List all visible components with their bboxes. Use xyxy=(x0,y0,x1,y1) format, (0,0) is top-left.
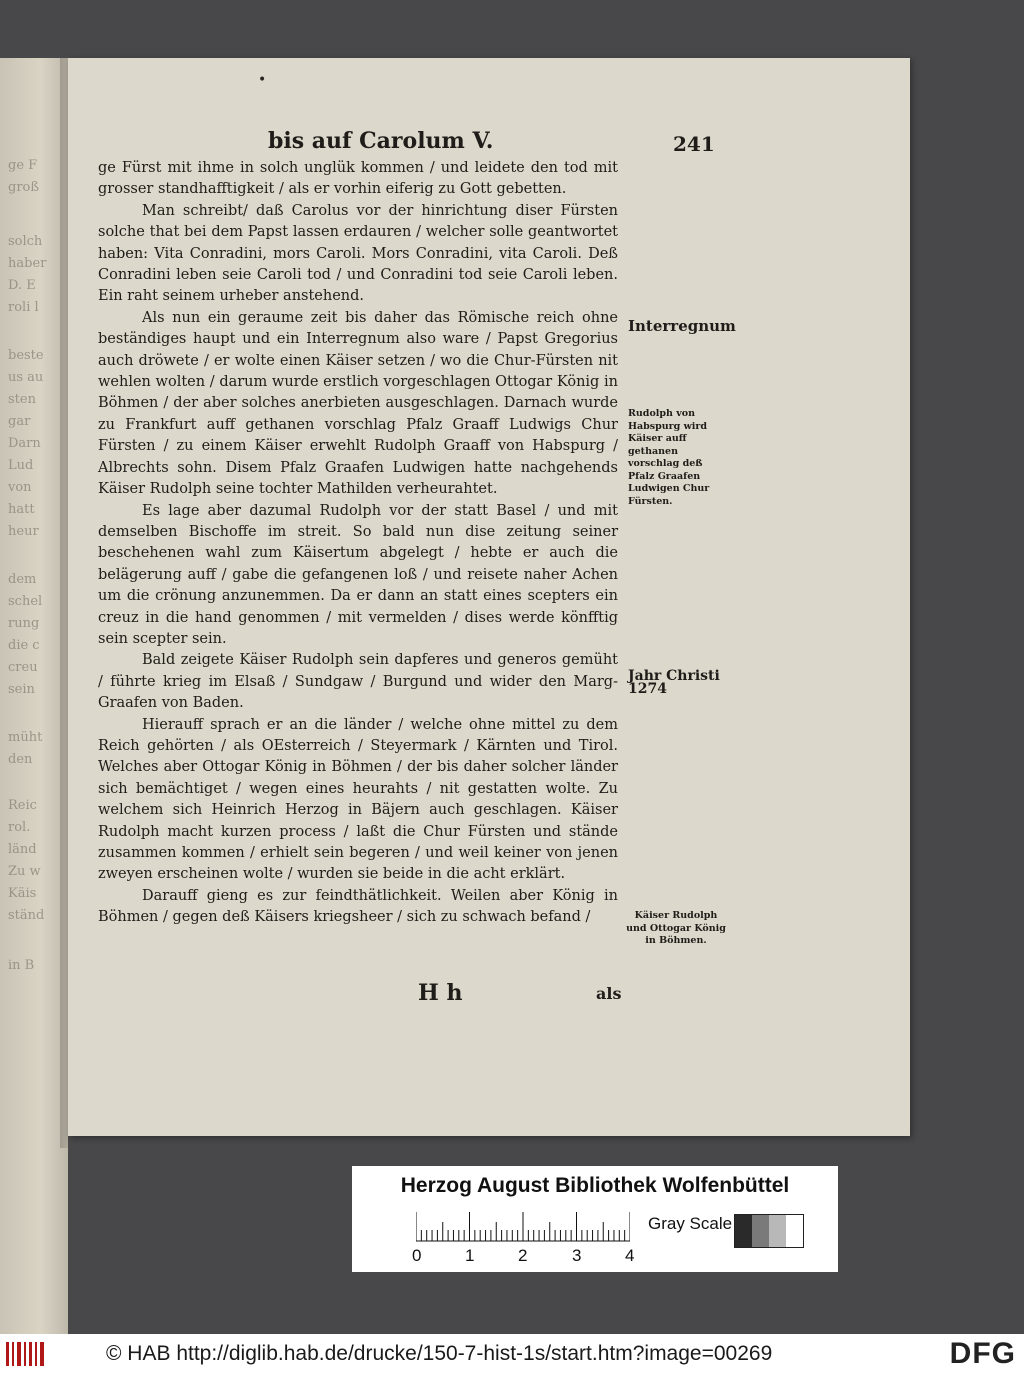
hab-logo-icon xyxy=(6,1340,46,1368)
footer-bar xyxy=(0,1334,1024,1373)
paragraph: Man schreibt/ daß Carolus vor der hinrichtung diser Fürsten solche that bei dem Papst lassen erdauren / welcher solle geantwortet haben: Vita Conradini, mors Caroli. Mors Conradini, vita Caroli. Deß Conradini leben seie Caroli tod / und Conradini tod seie Caroli leben. Ein raht seinem urheber anstehend. xyxy=(98,202,618,305)
book-page xyxy=(68,58,910,1136)
main-text xyxy=(98,158,618,929)
ruler-labels xyxy=(408,1246,648,1268)
source-url[interactable]: © HAB http://diglib.hab.de/drucke/150-7-hist-1s/start.htm?image=00269 xyxy=(106,1342,773,1365)
calibration-card xyxy=(352,1166,838,1272)
margin-note: Interregnum xyxy=(628,317,736,335)
running-header: bis auf Carolum V. xyxy=(268,128,494,154)
paragraph: Bald zeigete Käiser Rudolph sein dapferes und generos gemüht / führte krieg im Elsaß / Sundgaw / Burgund und wider den Marg-Graafen von Baden. xyxy=(98,652,618,712)
dfg-logo: DFG xyxy=(949,1337,1016,1370)
paragraph: Hierauff sprach er an die länder / welche ohne mittel zu dem Reich gehörten / als OEsterreich / Steyermark / Kärnten und Tirol. Welches aber Ottogar König in Böhmen / der bis daher solcher länder sich bemächtiget / wegen eines heurahts / nit gestatten wolte. Zu welchem sich Heinrich Herzog in Bäjern auch geschlagen. Käiser Rudolph macht kurzen process / laßt die Chur Fürsten und stände zusammen kommen / erhielt sein begeren / und weil keiner von jenen zweyen erscheinen wolte / wurden sie beide in die acht erklärt. xyxy=(98,716,618,883)
gray-scale-swatch xyxy=(734,1214,804,1248)
ruler-label: 4 xyxy=(625,1246,635,1265)
paragraph: ge Fürst mit ihme in solch unglük kommen / und leidete den tod mit grosser standhafftigkeit / als er vorhin eiferig zu Gott gebetten. xyxy=(98,160,618,198)
ruler-label: 1 xyxy=(465,1246,475,1265)
signature-mark: H h xyxy=(418,980,463,1006)
previous-page-edge: ge F groß solch haber D. E roli l beste us au sten gar Darn Lud von hatt heur dem schel rung die c creu sein müht den Reic rol. länd Zu w Käis ständ in B xyxy=(0,58,68,1358)
gray-scale-label: Gray Scale xyxy=(648,1214,733,1233)
ruler-icon xyxy=(416,1212,630,1242)
page-mark: • xyxy=(258,72,267,88)
catchword: als xyxy=(596,984,622,1003)
paragraph: Als nun ein geraume zeit bis daher das Römische reich ohne beständiges haupt und ein Interregnum also ware / Papst Gregorius auch dröwete / er wolte einen Käiser setzen / wo die Chur-Fürsten nit wehlen wolten / darum wurde erstlich vorgeschlagen Ottogar König in Böhmen / der aber solches anerbieten ausgeschlagen. Darnach wurde zu Frankfurt auff gethanen vorschlag Pfalz Graaff Ludwigs Chur Fürsten / zu einem Käiser erwehlt Rudolph Graaff von Habspurg / Albrechts sohn. Disem Pfalz Graafen Ludwigen hatte nachgehends Käiser Rudolph seine tochter Mathilden verheurahtet. xyxy=(98,309,618,498)
library-name: Herzog August Bibliothek Wolfenbüttel xyxy=(400,1174,790,1197)
paragraph: Darauff gieng es zur feindthätlichkeit. Weilen aber König in Böhmen / gegen deß Käisers kriegsheer / sich zu schwach befand / xyxy=(98,887,618,926)
ruler-label: 2 xyxy=(518,1246,528,1265)
margin-note: Rudolph von Habspurg wird Käiser auff gethanen vorschlag deß Pfalz Graafen Ludwigen Chur Fürsten. xyxy=(628,408,710,507)
paragraph: Es lage aber dazumal Rudolph vor der statt Basel / und mit demselben Bischoffe im streit. So bald nun dise zeitung seiner beschehenen wahl zum Käisertum abgelegt / hebte er auch die belägerung auff / gabe die gefangenen loß / und reisete naher Achen um die crönung anzunemmen. Da er dann an statt eines scepters ein creuz in die hand genommen / mit vermelden / dises werde könfftig sein scepter sein. xyxy=(98,502,618,647)
margin-note: Jahr Christi 1274 xyxy=(628,668,720,697)
ruler-label: 3 xyxy=(572,1246,582,1265)
margin-note: Käiser Rudolph und Ottogar König in Böhmen. xyxy=(626,910,726,946)
page-number: 241 xyxy=(673,132,715,156)
ruler-label: 0 xyxy=(412,1246,422,1265)
